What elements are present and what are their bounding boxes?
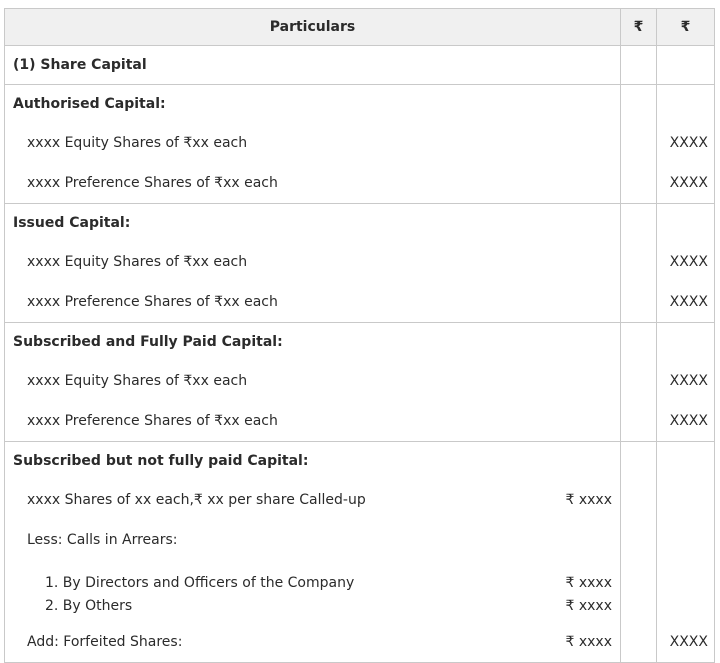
- called-up-row: [5, 480, 620, 520]
- less-calls-in-arrears: Less: Calls in Arrears:: [27, 532, 178, 548]
- header-rupee-col3: ₹: [657, 9, 715, 46]
- arrears-directors-label: 1. By Directors and Officers of the Company: [45, 575, 355, 591]
- header-rupee-col2: ₹: [621, 9, 657, 46]
- forfeited-amount: ₹ xxxx: [565, 634, 612, 650]
- subscribed-paid-preference-value: XXXX: [669, 413, 708, 429]
- arrears-directors-amount: ₹ xxxx: [565, 575, 612, 591]
- authorised-preference-value: XXXX: [669, 175, 708, 191]
- authorised-section: [5, 85, 715, 204]
- issued-preference-value: XXXX: [669, 294, 708, 310]
- share-capital-row: [5, 46, 715, 85]
- authorised-title: Authorised Capital:: [13, 96, 166, 112]
- issued-section: [5, 204, 715, 323]
- share-capital-table: [4, 8, 715, 663]
- issued-preference-label: xxxx Preference Shares of ₹xx each: [27, 294, 278, 310]
- subscribed-paid-section: [5, 323, 715, 442]
- subscribed-not-paid-title: Subscribed but not fully paid Capital:: [13, 453, 309, 469]
- arrears-others-row: [5, 595, 620, 618]
- capital-table-container: [4, 8, 714, 655]
- called-up-amount: ₹ xxxx: [565, 492, 612, 508]
- subscribed-paid-equity-label: xxxx Equity Shares of ₹xx each: [27, 373, 248, 389]
- arrears-others-label: 2. By Others: [45, 598, 133, 614]
- subscribed-paid-preference-label: xxxx Preference Shares of ₹xx each: [27, 413, 278, 429]
- authorised-preference-label: xxxx Preference Shares of ₹xx each: [27, 175, 278, 191]
- forfeited-label: Add: Forfeited Shares:: [27, 634, 183, 650]
- arrears-others-amount: ₹ xxxx: [565, 598, 612, 614]
- issued-equity-value: XXXX: [669, 254, 708, 270]
- called-up-label: xxxx Shares of xx each,₹ xx per share Called-up: [27, 492, 366, 508]
- authorised-equity-value: XXXX: [669, 135, 708, 151]
- subscribed-paid-equity-value: XXXX: [669, 373, 708, 389]
- subscribed-paid-title: Subscribed and Fully Paid Capital:: [13, 334, 283, 350]
- arrears-directors-row: [5, 572, 620, 595]
- forfeited-row: [5, 622, 620, 662]
- forfeited-value: XXXX: [669, 634, 708, 650]
- issued-equity-label: xxxx Equity Shares of ₹xx each: [27, 254, 248, 270]
- issued-title: Issued Capital:: [13, 215, 131, 231]
- subscribed-not-paid-section: [5, 442, 715, 663]
- authorised-equity-label: xxxx Equity Shares of ₹xx each: [27, 135, 248, 151]
- share-capital-title: (1) Share Capital: [13, 57, 147, 73]
- header-particulars: Particulars: [5, 9, 621, 46]
- table-header-row: [5, 9, 715, 46]
